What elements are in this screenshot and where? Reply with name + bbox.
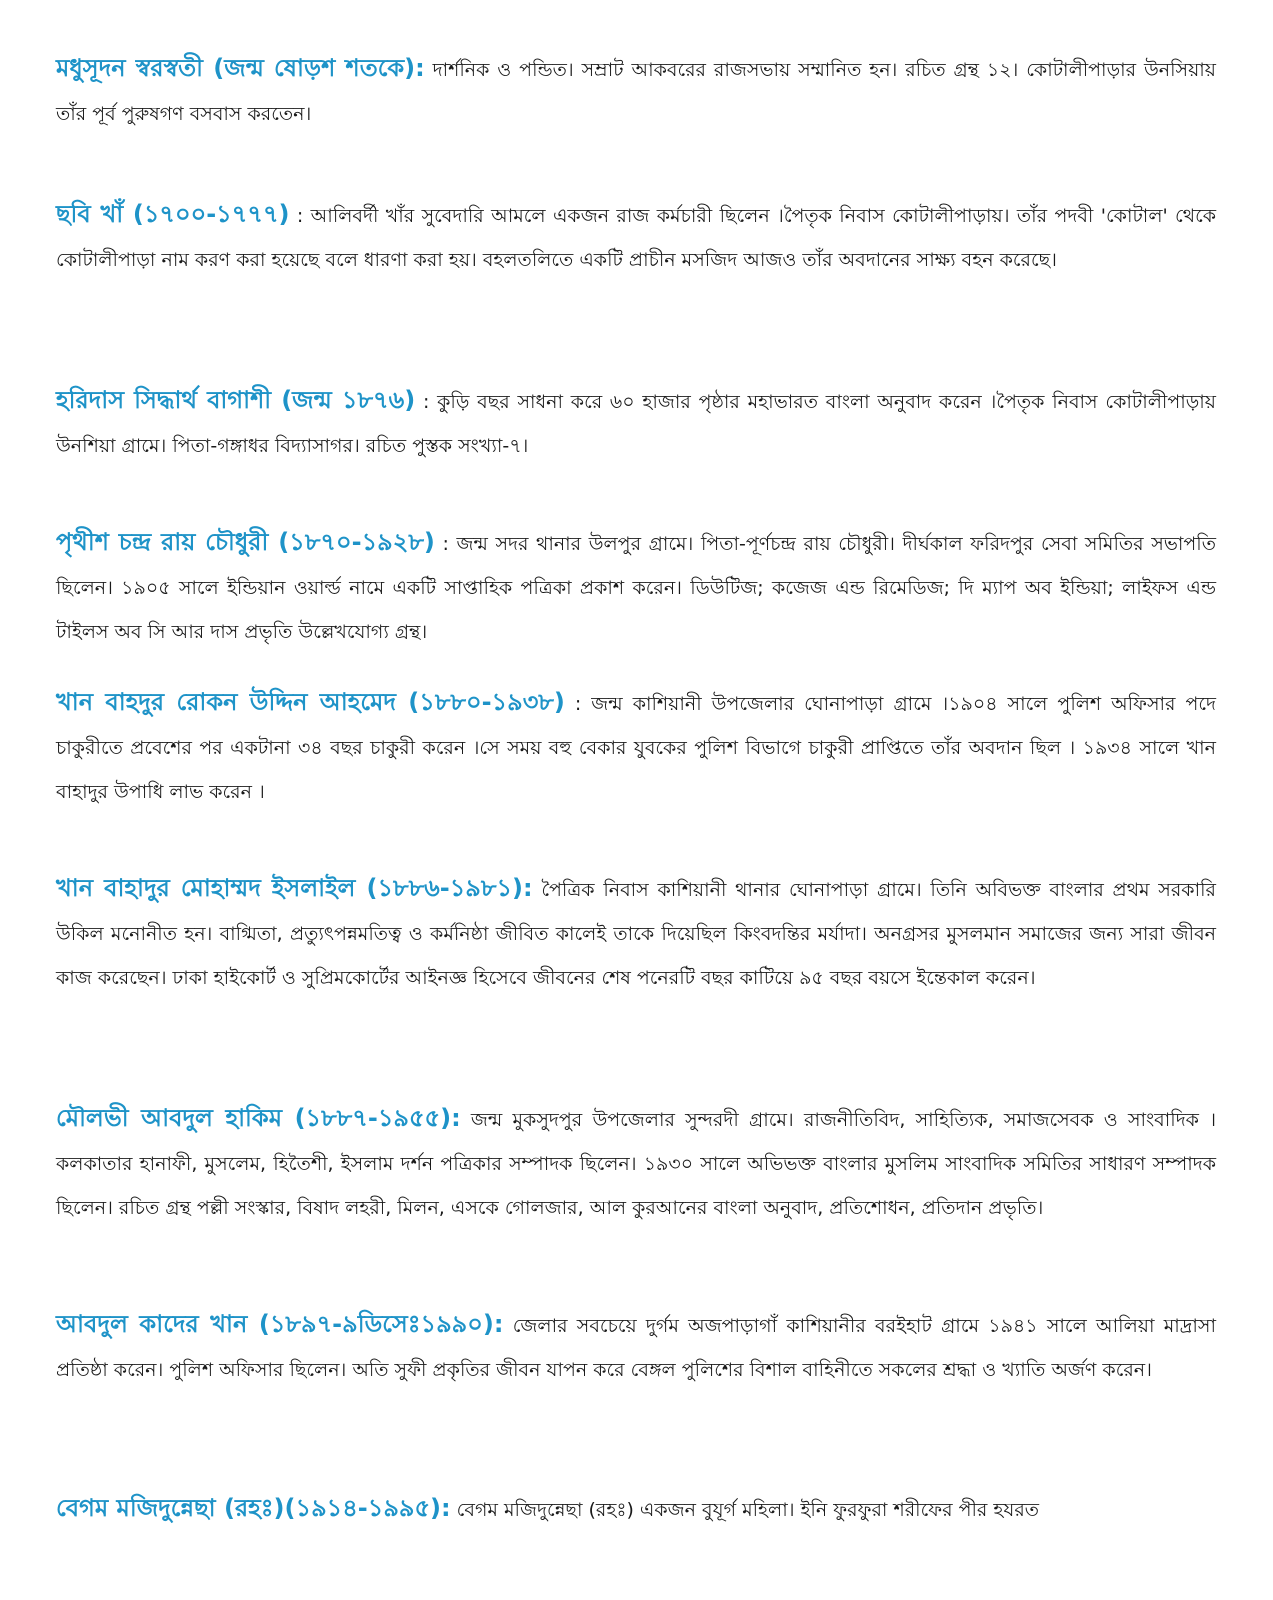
person-name: হরিদাস সিদ্ধার্থ বাগাশী (জন্ম ১৮৭৬) [56, 386, 416, 414]
biography-text: জন্ম মুকসুদপুর উপজেলার সুন্দরদী গ্রামে। রাজনীতিবিদ, সাহিত্যিক, সমাজসেবক ও সাংবাদিক । কলকাতার হানাফী, মুসলেম, হিতৈশী, ইসলাম দর্শন পত্রিকার সম্পাদক ছিলেন। ১৯৩০ সালে অভিভক্ত বাংলার মুসলিম সাংবাদিক সমিতির সাধারণ সম্পাদক ছিলেন। রচিত গ্রন্থ পল্লী সংস্কার, বিষাদ লহরী, মিলন, এসকে গোলজার, আল কুরআনের বাংলা অনুবাদ, প্রতিশোধন, প্রতিদান প্রভৃতি। [56, 1109, 1216, 1219]
person-name: মধুসূদন স্বরস্বতী (জন্ম ষোড়শ শতকে): [56, 54, 425, 82]
biography-entry [56, 1096, 1216, 1230]
biography-entry [56, 192, 1216, 282]
person-name: খান বাহাদুর মোহাম্মদ ইসলাইল (১৮৮৬-১৯৮১): [56, 874, 533, 902]
person-name: মৌলভী আবদুল হাকিম (১৮৮৭-১৯৫৫): [56, 1104, 461, 1132]
biography-text: : জন্ম কাশিয়ানী উপজেলার ঘোনাপাড়া গ্রামে ।১৯০৪ সালে পুলিশ অফিসার পদে চাকুরীতে প্রবেশের পর একটানা ৩৪ বছর চাকুরী করেন ।সে সময় বহু বেকার যুবকের পুলিশ বিভাগে চাকুরী প্রাপ্তিতে তাঁর অবদান ছিল । ১৯৩৪ সালে খান বাহাদুর উপাধি লাভ করেন । [56, 693, 1216, 803]
biography-entry [56, 378, 1216, 468]
biography-entry [56, 866, 1216, 1000]
biography-text: বেগম মজিদুন্নেছা (রহঃ) একজন বুযূর্গ মহিলা। ইনি ফুরফুরা শরীফের পীর হযরত [450, 1499, 1040, 1521]
person-name: খান বাহদুর রোকন উদ্দিন আহমেদ (১৮৮০-১৯৩৮) [56, 688, 565, 716]
biography-text: পৈত্রিক নিবাস কাশিয়ানী থানার ঘোনাপাড়া গ্রামে। তিনি অবিভক্ত বাংলার প্রথম সরকারি উকিল মনোনীত হন। বাগ্মিতা, প্রত্যুৎপন্নমতিত্ব ও কর্মনিষ্ঠা জীবিত কালেই তাকে দিয়েছিল কিংবদন্তির মর্যাদা। অনগ্রসর মুসলমান সমাজের জন্য সারা জীবন কাজ করেছেন। ঢাকা হাইকোর্ট ও সুপ্রিমকোর্টের আইনজ্ঞ হিসেবে জীবনের শেষ পনেরটি বছর কাটিয়ে ৯৫ বছর বয়সে ইন্তেকাল করেন। [56, 879, 1216, 989]
person-name: আবদুল কাদের খান (১৮৯৭-৯ডিসেঃ১৯৯০): [56, 1310, 504, 1338]
biography-text: দার্শনিক ও পন্ডিত। সম্রাট আকবরের রাজসভায় সম্মানিত হন। রচিত গ্রন্থ ১২। কোটালীপাড়ার উনসিয়ায় তাঁর পূর্ব পুরুষগণ বসবাস করতেন। [56, 59, 1216, 125]
biography-text: : জন্ম সদর থানার উলপুর গ্রামে। পিতা-পূর্ণচন্দ্র রায় চৌধুরী। দীর্ঘকাল ফরিদপুর সেবা সমিতির সভাপতি ছিলেন। ১৯০৫ সালে ইন্ডিয়ান ওয়ার্ল্ড নামে একটি সাপ্তাহিক পত্রিকা প্রকাশ করেন। ডিউটিজ; কজেজ এন্ড রিমেডিজ; দি ম্যাপ অব ইন্ডিয়া; লাইফস এন্ড টাইলস অব সি আর দাস প্রভৃতি উল্লেখযোগ্য গ্রন্থ। [56, 533, 1217, 643]
person-name: বেগম মজিদুন্নেছা (রহঃ)(১৯১৪-১৯৯৫): [56, 1494, 451, 1522]
biography-entry [56, 1302, 1216, 1392]
biography-entry [56, 1486, 1216, 1532]
biography-text: : কুড়ি বছর সাধনা করে ৬০ হাজার পৃষ্ঠার মহাভারত বাংলা অনুবাদ করেন ।পৈতৃক নিবাস কোটালীপাড়ায় উনশিয়া গ্রামে। পিতা-গঙ্গাধর বিদ্যাসাগর। রচিত পুস্তক সংখ্যা-৭। [56, 391, 1217, 457]
biography-text: : আলিবর্দী খাঁর সুবেদারি আমলে একজন রাজ কর্মচারী ছিলেন ।পৈতৃক নিবাস কোটালীপাড়ায়। তাঁর পদবী 'কোটাল' থেকে কোটালীপাড়া নাম করণ করা হয়েছে বলে ধারণা করা হয়। বহলতলিতে একটি প্রাচীন মসজিদ আজও তাঁর অবদানের সাক্ষ্য বহন করেছে। [56, 205, 1217, 271]
person-name: ছবি খাঁ (১৭০০-১৭৭৭) [56, 200, 290, 228]
person-name: পৃথীশ চন্দ্র রায় চৌধুরী (১৮৭০-১৯২৮) [56, 528, 435, 556]
biography-entry [56, 46, 1216, 136]
biography-text: জেলার সবচেয়ে দুর্গম অজপাড়াগাঁ কাশিয়ানীর বরইহাট গ্রামে ১৯৪১ সালে আলিয়া মাদ্রাসা প্রতিষ্ঠা করেন। পুলিশ অফিসার ছিলেন। অতি সুফী প্রকৃতির জীবন যাপন করে বেঙ্গল পুলিশের বিশাল বাহিনীতে সকলের শ্রদ্ধা ও খ্যাতি অর্জণ করেন। [56, 1315, 1216, 1381]
biography-entry [56, 680, 1216, 814]
biography-entry [56, 520, 1216, 654]
